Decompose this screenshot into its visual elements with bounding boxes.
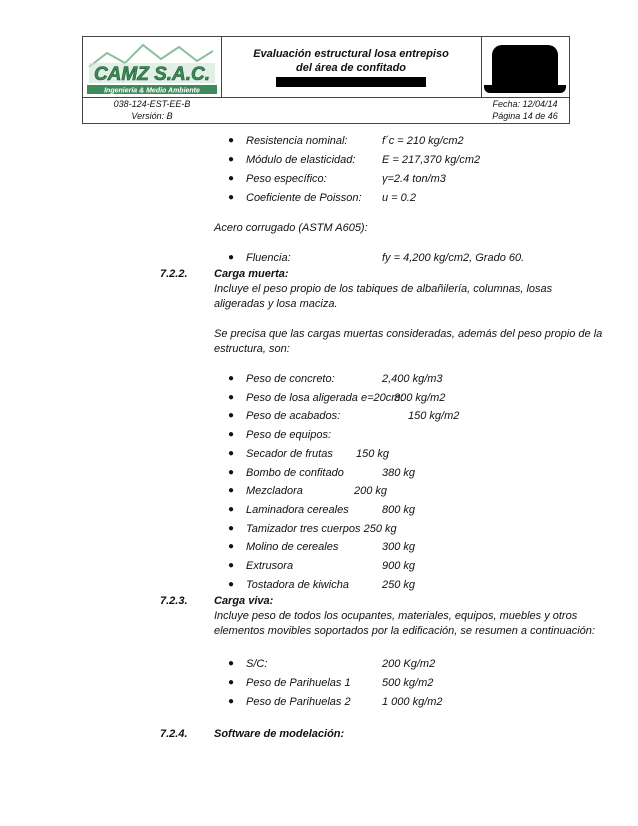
paragraph-line: estructura, son: — [214, 343, 290, 355]
section-title: Carga muerta: — [214, 268, 289, 280]
document-date: Fecha: 12/04/14 — [492, 99, 558, 109]
document-title — [221, 37, 481, 98]
redacted-bar — [276, 77, 426, 87]
company-logo — [83, 37, 222, 98]
page-header — [82, 36, 570, 124]
paragraph-line: elementos movibles soportados por la edificación, se resumen a continuación: — [214, 625, 595, 637]
title-line-2: del área de confitado — [295, 62, 407, 74]
steel-title: Acero corrugado (ASTM A605): — [214, 222, 368, 234]
document-code: 038-124-EST-EE-B — [113, 99, 191, 109]
paragraph-line: aligeradas y losa maciza. — [214, 298, 338, 310]
redacted-logo-base — [484, 85, 566, 93]
section-number: 7.2.4. — [160, 728, 188, 740]
document-code-cell — [83, 97, 221, 124]
paragraph-line: Se precisa que las cargas muertas consideradas, además del peso propio de la — [214, 328, 603, 340]
title-line-1: Evaluación estructural losa entrepiso — [253, 48, 449, 60]
logo-text: CAMZ S.A.C. — [93, 64, 211, 85]
logo-tagline: Ingeniería & Medio Ambiente — [104, 87, 200, 95]
redacted-logo — [481, 37, 570, 98]
paragraph-line: Incluye peso de todos los ocupantes, materiales, equipos, muebles y otros — [214, 610, 578, 622]
document-page: CAMZ S.A.C. Ingeniería & Medio Ambiente Evaluación estructural losa entrepiso del área de confitado 038-124-EST-EE-B Versión: B Fecha: 12/04/14 Página 14 de 46 ● Resistencia nominal: f´c = 210 kg/cm2 ● Módulo de elasticidad: E = 217,370 kg/cm2 ● Peso específico: γ=2.4 ton/m3 ● Coeficiente de Poisson: u = 0.2 Acero corrugado (ASTM A605): ● Fluencia: fy = 4,200 kg/cm2, Grado 60. 7.2.2. Carga muerta: Incluye el peso propio de los tabiques de albañilería, columnas, losas aligeradas y losa maciza. Se precisa que las cargas muertas consideradas, además del peso propio de la estructura, son: ● Peso de concreto: 2,400 kg/m3 ● Peso de losa aligerada e=20cm: 300 kg/m2 ● Peso de acabados: 150 kg/m2 ● Peso de equipos: ● Secador de frutas 150 kg ● Bombo de confitado 380 kg ● Mezcladora 200 kg ● Laminadora cereales 800 kg ● Tamizador tres cuerpos 250 kg ● Molino de cereales 300 kg ● Extrusora 900 kg ● Tostadora de kiwicha 250 kg 7.2.3. Carga viva: Incluye peso de todos los ocupantes, materiales, equipos, muebles y otros elementos movibles soportados por la edificación, se resumen a continuación: ● S/C: 200 Kg/m2 ● Peso de Parihuelas 1 500 kg/m2 ● Peso de Parihuelas 2 1 000 kg/m2 7.2.4. Software de modelación: — [0, 0, 638, 826]
page-number: Página 14 de 46 — [492, 111, 558, 121]
camz-logo-icon — [83, 37, 221, 97]
document-version: Versión: B — [131, 111, 173, 121]
section-number: 7.2.2. — [160, 268, 188, 280]
section-title: Software de modelación: — [214, 728, 345, 740]
document-date-cell — [481, 97, 569, 124]
section-title: Carga viva: — [214, 595, 274, 607]
paragraph-line: Incluye el peso propio de los tabiques de albañilería, columnas, losas — [214, 283, 553, 295]
section-number: 7.2.3. — [160, 595, 188, 607]
